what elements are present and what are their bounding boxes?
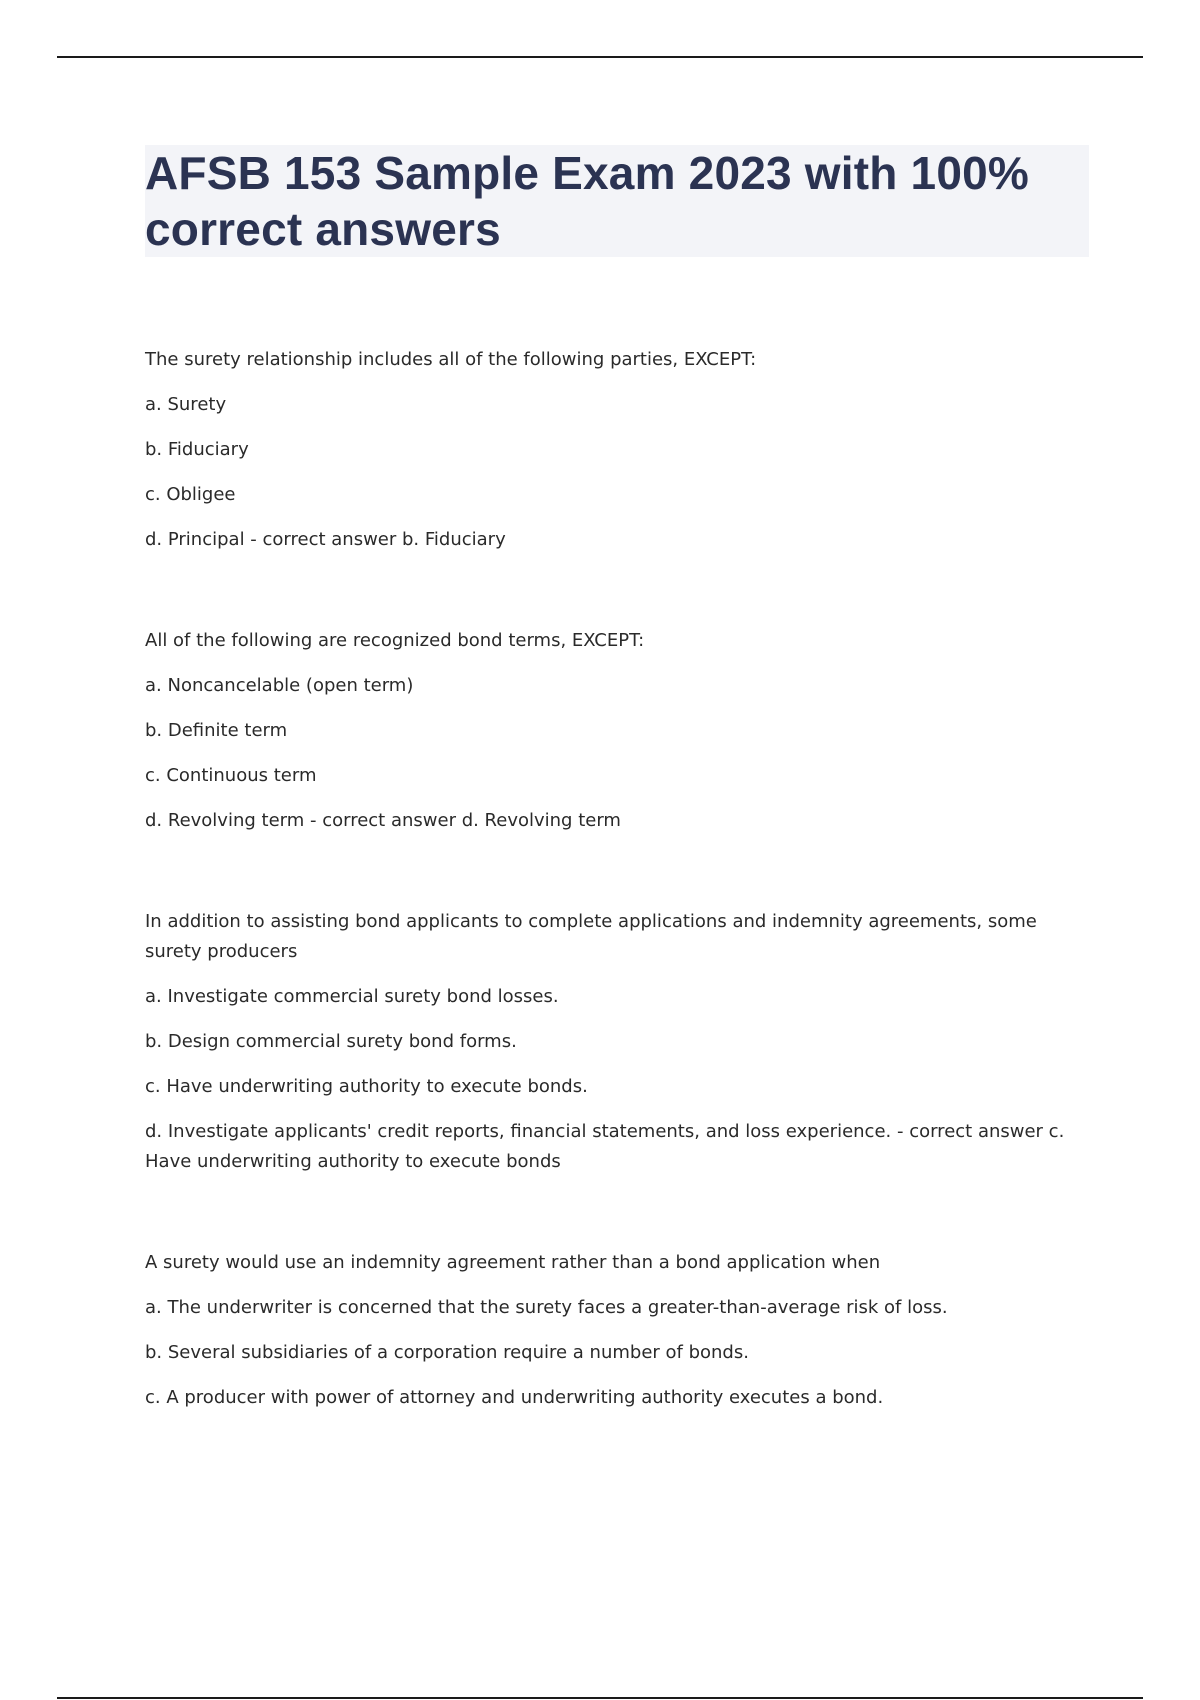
question-stem: All of the following are recognized bond terms, EXCEPT: <box>145 630 645 651</box>
answer-option: c. Have underwriting authority to execute bonds. <box>145 1076 588 1097</box>
question-4 <box>145 1248 1075 1413</box>
question-stem: A surety would use an indemnity agreement rather than a bond application when <box>145 1252 881 1273</box>
document-title: AFSB 153 Sample Exam 2023 with 100% correct answers <box>145 147 1029 255</box>
answer-option: b. Definite term <box>145 720 288 741</box>
answer-option: a. Noncancelable (open term) <box>145 675 414 696</box>
answer-option-with-correct-answer: d. Revolving term - correct answer d. Revolving term <box>145 810 621 831</box>
answer-option: b. Several subsidiaries of a corporation require a number of bonds. <box>145 1342 749 1363</box>
answer-option: a. Surety <box>145 394 227 415</box>
answer-option-with-correct-answer: d. Investigate applicants' credit reports, financial statements, and loss experience. - correct answer c. Have underwriting authority to execute bonds <box>145 1121 1065 1172</box>
question-3 <box>145 907 1075 1177</box>
question-list <box>145 345 1075 1484</box>
question-stem: In addition to assisting bond applicants to complete applications and indemnity agreements, some surety producers <box>145 911 1037 962</box>
question-2 <box>145 626 1075 836</box>
answer-option: c. A producer with power of attorney and underwriting authority executes a bond. <box>145 1387 884 1408</box>
answer-option: b. Fiduciary <box>145 439 249 460</box>
answer-option: a. The underwriter is concerned that the surety faces a greater-than-average risk of loss. <box>145 1297 948 1318</box>
title-block <box>145 145 1089 257</box>
answer-option: b. Design commercial surety bond forms. <box>145 1031 517 1052</box>
question-stem: The surety relationship includes all of the following parties, EXCEPT: <box>145 349 757 370</box>
answer-option-with-correct-answer: d. Principal - correct answer b. Fiduciary <box>145 529 506 550</box>
footer-rule <box>57 1697 1143 1699</box>
answer-option: a. Investigate commercial surety bond losses. <box>145 986 559 1007</box>
question-1 <box>145 345 1075 555</box>
answer-option: c. Continuous term <box>145 765 317 786</box>
answer-option: c. Obligee <box>145 484 236 505</box>
header-rule <box>57 56 1143 58</box>
